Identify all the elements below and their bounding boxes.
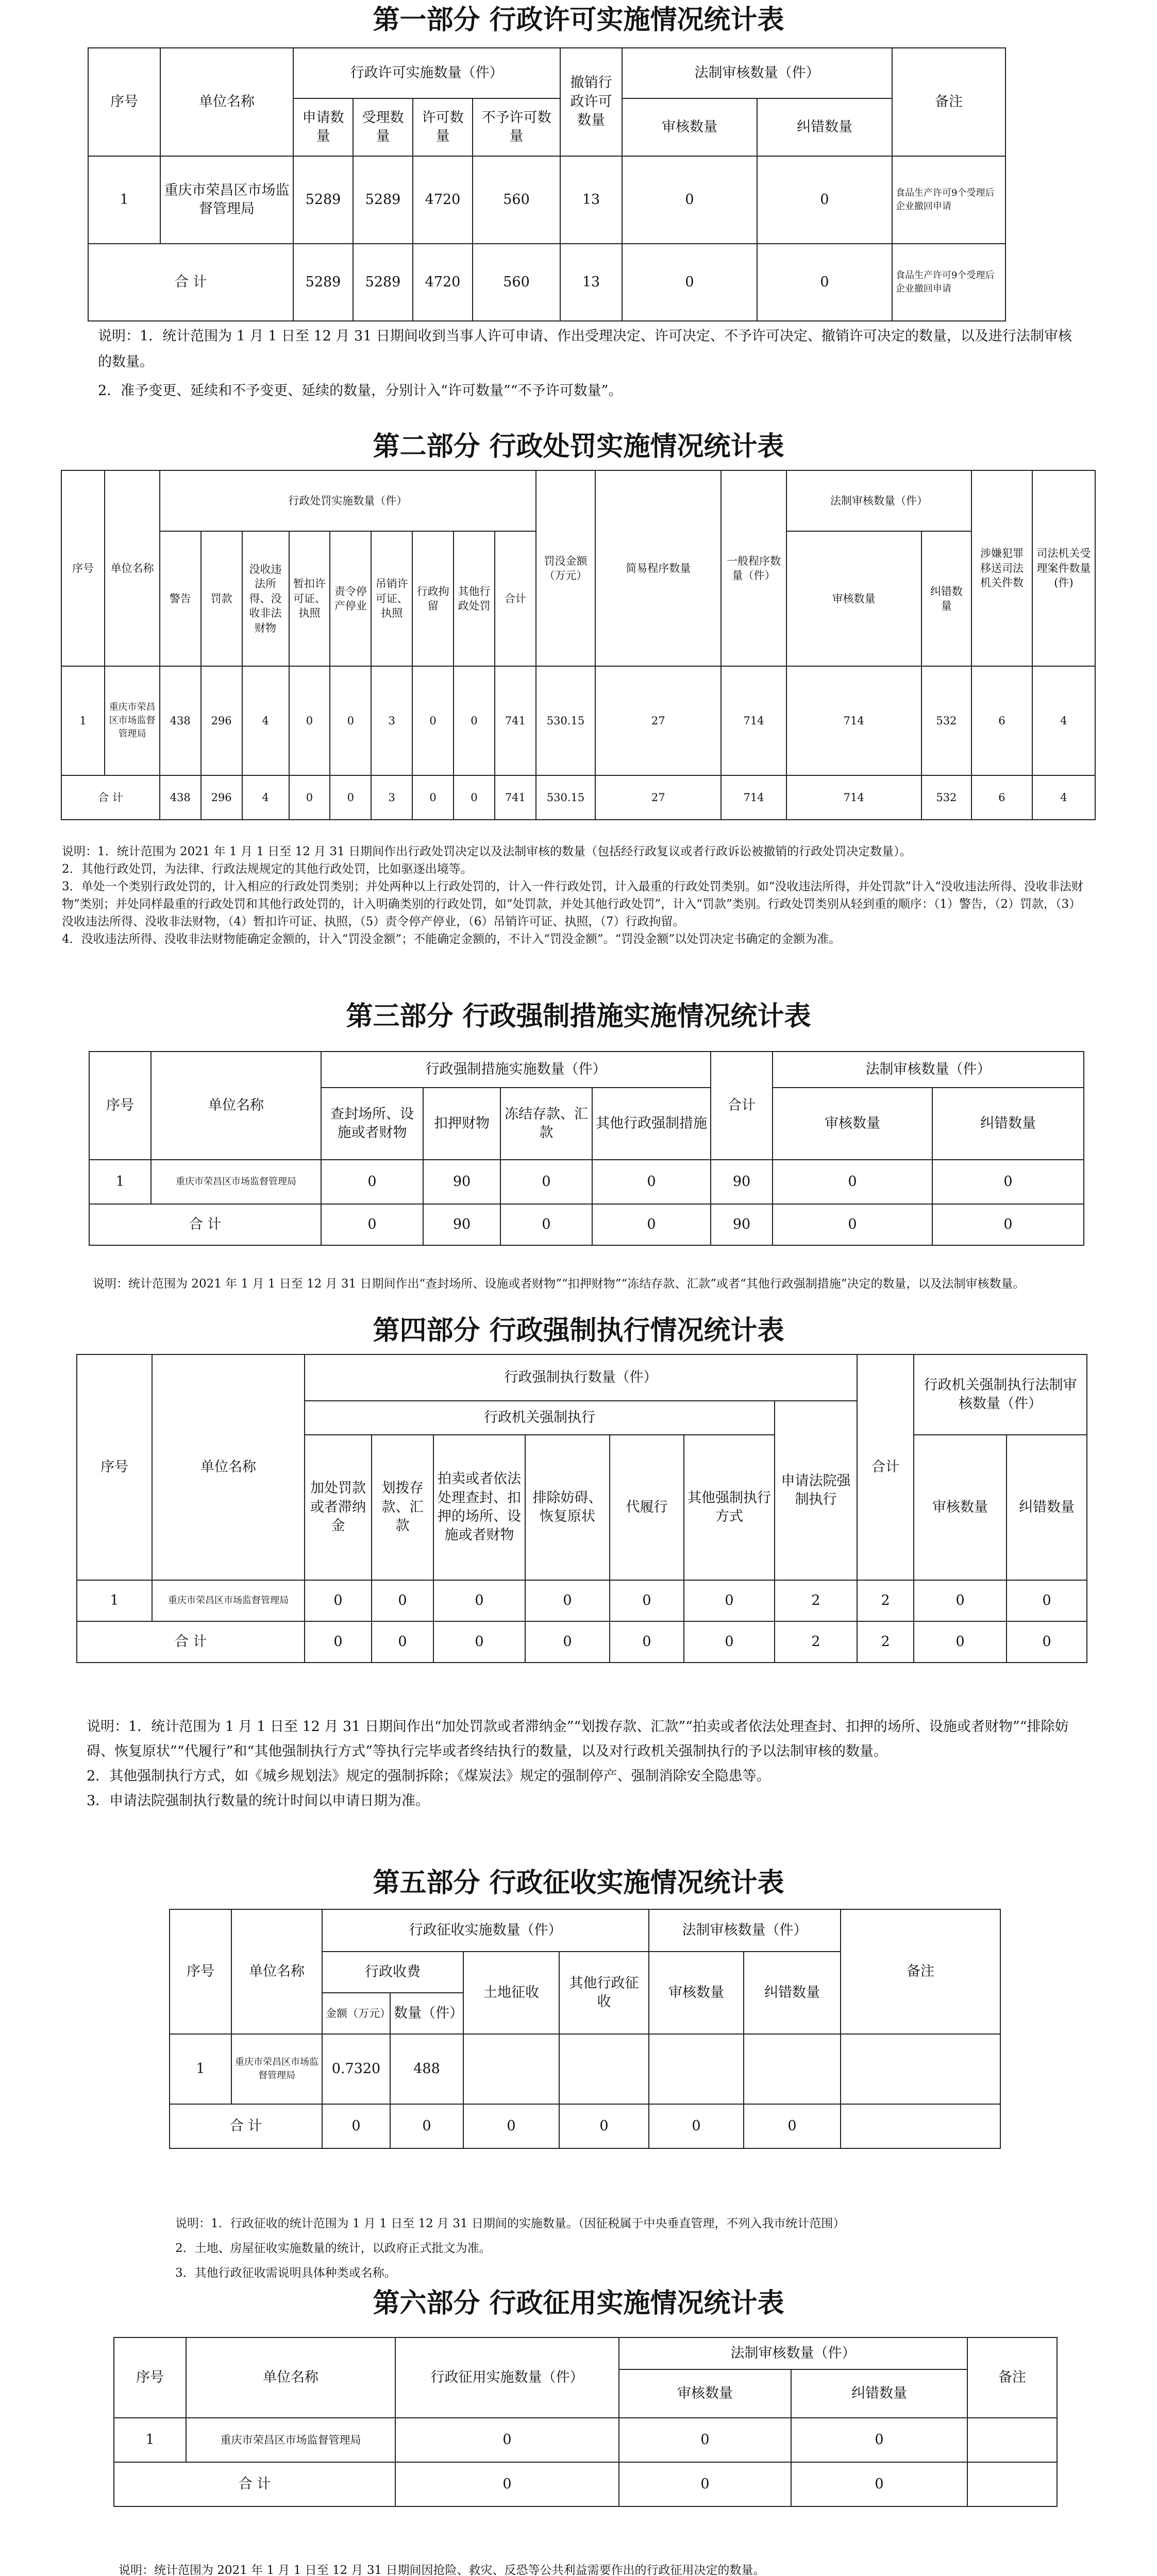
penalty-notes xyxy=(62,843,1093,948)
col-group-review: 法制审核数量（件） xyxy=(622,48,892,98)
col-header-proxy: 代履行 xyxy=(610,1435,684,1580)
col-header-accept: 受理数量 xyxy=(353,98,413,156)
col-header-impl: 行政征用实施数量（件） xyxy=(395,2337,619,2418)
cell-other xyxy=(559,2034,649,2104)
cell-review: 0 xyxy=(914,1621,1007,1663)
cell-correct: 0 xyxy=(932,1204,1084,1245)
cell-crime: 6 xyxy=(971,775,1032,820)
col-header-deny: 不予许可数量 xyxy=(473,98,560,156)
cell-general: 714 xyxy=(721,775,786,820)
cell-correct: 0 xyxy=(757,156,892,244)
cell-remark: 食品生产许可9个受理后企业撤回申请 xyxy=(892,244,1005,321)
cell-permit: 4720 xyxy=(413,156,473,244)
col-header-simple: 简易程序数量 xyxy=(595,470,721,666)
cell-review: 714 xyxy=(786,666,921,775)
note-line: 3．其他行政征收需说明具体种类或名称。 xyxy=(175,2266,396,2280)
cell-other: 0 xyxy=(559,2104,649,2148)
col-header-permit: 许可数量 xyxy=(413,98,473,156)
col-header-no: 序号 xyxy=(61,470,105,666)
col-header-unit: 单位名称 xyxy=(151,1052,321,1160)
note-line: 2．其他行政处罚，为法律、行政法规规定的其他行政处罚，比如驱逐出境等。 xyxy=(62,862,473,876)
col-header-unit: 单位名称 xyxy=(105,470,160,666)
compulsory-measures-table xyxy=(89,1051,1084,1246)
permit-notes xyxy=(98,324,1077,404)
col-header-review: 审核数量 xyxy=(619,2369,791,2418)
col-header-cancel: 吊销许可证、执照 xyxy=(371,531,412,666)
col-header-apply: 申请数量 xyxy=(293,98,353,156)
col-header-other: 其他行政征收 xyxy=(559,1952,649,2034)
cell-review: 0 xyxy=(622,244,757,321)
cell-proxy: 0 xyxy=(610,1580,684,1621)
cell-money: 0.7320 xyxy=(322,2034,390,2104)
cell-unit: 重庆市荣昌区市场监督管理局 xyxy=(151,1160,321,1204)
cell-unit: 重庆市荣昌区市场监督管理局 xyxy=(105,666,160,775)
cell-fine: 296 xyxy=(201,775,242,820)
cell-apply: 5289 xyxy=(293,244,353,321)
cell-fine: 296 xyxy=(201,666,242,775)
col-group-penalty: 行政处罚实施数量（件） xyxy=(160,470,536,531)
col-header-correct: 纠错数量 xyxy=(932,1088,1084,1160)
cell-crime: 6 xyxy=(971,666,1032,775)
cell-no: 1 xyxy=(114,2418,186,2462)
cell-confiscate: 4 xyxy=(242,666,289,775)
col-header-correct: 纠错数量 xyxy=(757,98,892,156)
cell-stop: 0 xyxy=(330,666,371,775)
cell-land xyxy=(463,2034,559,2104)
col-header-auction: 拍卖或者依法处理查封、扣押的场所、设施或者财物 xyxy=(433,1435,525,1580)
col-group-organ: 行政机关强制执行 xyxy=(305,1401,775,1435)
col-header-general: 一般程序数量（件） xyxy=(721,470,786,666)
cell-transfer: 0 xyxy=(372,1580,433,1621)
cell-amount: 530.15 xyxy=(536,775,595,820)
total-label: 合 计 xyxy=(89,1204,321,1245)
cell-review: 714 xyxy=(786,775,921,820)
note-line: 说明：1．统计范围为 1 月 1 日至 12 月 31 日期间收到当事人许可申请、作出受理决定、许可决定、不予许可决定、撤销许可决定的数量，以及进行法制审核的数量。 xyxy=(98,328,1072,370)
compulsory-measures-notes xyxy=(93,1273,1062,1295)
cell-sum: 741 xyxy=(495,666,536,775)
cell-judicial: 4 xyxy=(1032,775,1095,820)
cell-no: 1 xyxy=(61,666,105,775)
col-header-revoke: 撤销行政许可数量 xyxy=(560,48,622,156)
col-group-fee: 行政收费 xyxy=(322,1952,463,1993)
cell-deny: 560 xyxy=(473,156,560,244)
col-header-suspend: 暂扣许可证、执照 xyxy=(289,531,330,666)
col-header-count: 数量（件） xyxy=(390,1993,463,2034)
col-header-review: 审核数量 xyxy=(786,531,921,666)
cell-seal: 0 xyxy=(321,1204,423,1245)
cell-impl: 0 xyxy=(395,2418,619,2462)
col-group-enforcement: 行政强制执行数量（件） xyxy=(305,1354,857,1401)
cell-sum: 90 xyxy=(711,1160,773,1204)
cell-impl: 0 xyxy=(395,2462,619,2506)
cell-correct: 0 xyxy=(1007,1580,1087,1621)
section-title-levy: 第五部分 行政征收实施情况统计表 xyxy=(373,1867,784,1899)
col-header-review: 审核数量 xyxy=(622,98,757,156)
cell-other: 0 xyxy=(592,1204,711,1245)
note-line: 说明：1．行政征收的统计范围为 1 月 1 日至 12 月 31 日期间的实施数量。（因征税属于中央垂直管理，不列入我市统计范围） xyxy=(175,2217,845,2230)
section-title-requisition: 第六部分 行政征用实施情况统计表 xyxy=(373,2287,784,2319)
col-header-transfer: 划拨存款、汇款 xyxy=(372,1435,433,1580)
cell-review: 0 xyxy=(649,2104,744,2148)
col-header-correct: 纠错数量 xyxy=(1007,1435,1087,1580)
cell-unit: 重庆市荣昌区市场监督管理局 xyxy=(152,1580,305,1621)
table-row xyxy=(89,1160,1084,1204)
col-header-unit: 单位名称 xyxy=(231,1909,322,2034)
cell-count: 488 xyxy=(390,2034,463,2104)
cell-accept: 5289 xyxy=(353,156,413,244)
note-line: 4．没收违法所得、没收非法财物能确定金额的，计入“罚没金额”；不能确定金额的，不计入“罚没金额”。“罚没金额”以处罚决定书确定的金额为准。 xyxy=(62,933,841,946)
table-row xyxy=(88,156,1005,244)
col-header-remark: 备注 xyxy=(967,2337,1057,2418)
cell-unit: 重庆市荣昌区市场监督管理局 xyxy=(231,2034,322,2104)
cell-sum: 90 xyxy=(711,1204,773,1245)
col-group-review: 行政机关强制执行法制审核数量（件） xyxy=(914,1354,1087,1435)
col-group-review: 法制审核数量（件） xyxy=(619,2337,967,2369)
cell-unit: 重庆市荣昌区市场监督管理局 xyxy=(160,156,293,244)
cell-other: 0 xyxy=(684,1621,775,1663)
col-header-freeze: 冻结存款、汇款 xyxy=(500,1088,592,1160)
cell-freeze: 0 xyxy=(500,1160,592,1204)
cell-revoke: 13 xyxy=(560,244,622,321)
col-header-review: 审核数量 xyxy=(914,1435,1007,1580)
col-header-warn: 警告 xyxy=(160,531,201,666)
cell-deny: 560 xyxy=(473,244,560,321)
cell-amount: 530.15 xyxy=(536,666,595,775)
section-title-permit: 第一部分 行政许可实施情况统计表 xyxy=(373,4,784,36)
col-header-seize: 扣押财物 xyxy=(423,1088,500,1160)
requisition-table xyxy=(113,2337,1058,2507)
note-line: 3．单处一个类别行政处罚的，计入相应的行政处罚类别；并处两种以上行政处罚的，计入一件行政处罚，计入最重的行政处罚类别。如“没收违法所得，并处罚款”计入“没收违法所得、没收非法财物”类别；并处同样最重的行政处罚和其他行政处罚的，计入明确类别的行政处罚，如“处罚款，并处其他行政处罚”，计入“罚款”类别。行政处罚类别从轻到重的顺序：（1）警告，（2）罚款，（3）没收违法所得、没收非法财物，（4）暂扣许可证、执照，（5）责令停产停业，（6）吊销许可证、执照，（7）行政拘留。 xyxy=(62,880,1083,928)
col-group-measures: 行政强制措施实施数量（件） xyxy=(321,1052,711,1088)
cell-cancel: 3 xyxy=(371,666,412,775)
cell-proxy: 0 xyxy=(610,1621,684,1663)
cell-no: 1 xyxy=(88,156,160,244)
cell-review xyxy=(649,2034,744,2104)
col-header-fine: 罚款 xyxy=(201,531,242,666)
cell-sum: 2 xyxy=(857,1580,914,1621)
col-group-review: 法制审核数量（件） xyxy=(649,1909,841,1952)
col-header-other: 其他强制执行方式 xyxy=(684,1435,775,1580)
cell-court: 2 xyxy=(775,1580,857,1621)
cell-remove: 0 xyxy=(525,1580,610,1621)
col-header-amount: 罚没金额（万元） xyxy=(536,470,595,666)
col-header-stop: 责令停产停业 xyxy=(330,531,371,666)
cell-other: 0 xyxy=(454,666,495,775)
total-row xyxy=(88,244,1005,321)
cell-seal: 0 xyxy=(321,1160,423,1204)
col-header-remark: 备注 xyxy=(841,1909,1000,2034)
table-row xyxy=(61,666,1095,775)
col-header-unit: 单位名称 xyxy=(152,1354,305,1580)
cell-stop: 0 xyxy=(330,775,371,820)
cell-review: 0 xyxy=(914,1580,1007,1621)
col-header-other: 其他行政处罚 xyxy=(454,531,495,666)
col-header-correct: 纠错数量 xyxy=(744,1952,841,2034)
col-header-unit: 单位名称 xyxy=(186,2337,395,2418)
cell-other: 0 xyxy=(592,1160,711,1204)
col-header-penalty: 加处罚款或者滞纳金 xyxy=(305,1435,372,1580)
cell-no: 1 xyxy=(170,2034,231,2104)
col-header-unit: 单位名称 xyxy=(160,48,293,156)
col-header-money: 金额（万元） xyxy=(322,1993,390,2034)
cell-correct: 532 xyxy=(921,666,972,775)
cell-confiscate: 4 xyxy=(242,775,289,820)
total-label: 合 计 xyxy=(114,2462,395,2506)
col-header-seal: 查封场所、设施或者财物 xyxy=(321,1088,423,1160)
note-line: 3．申请法院强制执行数量的统计时间以申请日期为准。 xyxy=(87,1793,430,1809)
cell-permit: 4720 xyxy=(413,244,473,321)
col-header-no: 序号 xyxy=(170,1909,231,2034)
cell-correct xyxy=(744,2034,841,2104)
total-row xyxy=(114,2462,1057,2506)
cell-suspend: 0 xyxy=(289,666,330,775)
cell-auction: 0 xyxy=(433,1580,525,1621)
cell-correct: 0 xyxy=(932,1160,1084,1204)
cell-simple: 27 xyxy=(595,666,721,775)
cell-land: 0 xyxy=(463,2104,559,2148)
cell-remark xyxy=(967,2462,1057,2506)
total-label: 合 计 xyxy=(77,1621,305,1663)
cell-correct: 0 xyxy=(744,2104,841,2148)
cell-detain: 0 xyxy=(412,775,454,820)
col-header-land: 土地征收 xyxy=(463,1952,559,2034)
col-group-permit: 行政许可实施数量（件） xyxy=(293,48,560,98)
cell-warn: 438 xyxy=(160,775,201,820)
section-title-penalty: 第二部分 行政处罚实施情况统计表 xyxy=(373,431,784,462)
col-header-sum: 合计 xyxy=(495,531,536,666)
levy-notes xyxy=(175,2211,1082,2285)
col-header-other: 其他行政强制措施 xyxy=(592,1088,711,1160)
cell-penalty: 0 xyxy=(305,1580,372,1621)
cell-other: 0 xyxy=(454,775,495,820)
cell-auction: 0 xyxy=(433,1621,525,1663)
cell-remark: 食品生产许可9个受理后企业撤回申请 xyxy=(892,156,1005,244)
total-row xyxy=(170,2104,1000,2148)
cell-remark xyxy=(841,2034,1000,2104)
enforcement-notes xyxy=(87,1715,1076,1814)
levy-table xyxy=(169,1909,1001,2149)
cell-correct: 0 xyxy=(1007,1621,1087,1663)
col-group-review: 法制审核数量（件） xyxy=(773,1052,1084,1088)
cell-warn: 438 xyxy=(160,666,201,775)
note-line: 2．其他强制执行方式，如《城乡规划法》规定的强制拆除；《煤炭法》规定的强制停产、强制消除安全隐患等。 xyxy=(87,1768,770,1784)
col-group-review: 法制审核数量（件） xyxy=(786,470,971,531)
cell-cancel: 3 xyxy=(371,775,412,820)
table-row xyxy=(114,2418,1057,2462)
col-header-judicial: 司法机关受理案件数量(件) xyxy=(1032,470,1095,666)
col-header-confiscate: 没收违法所得、没收非法财物 xyxy=(242,531,289,666)
cell-sum: 2 xyxy=(857,1621,914,1663)
col-header-remark: 备注 xyxy=(892,48,1005,156)
col-header-correct: 纠错数量 xyxy=(921,531,972,666)
cell-review: 0 xyxy=(619,2418,791,2462)
col-header-review: 审核数量 xyxy=(773,1088,932,1160)
cell-correct: 532 xyxy=(921,775,972,820)
col-header-no: 序号 xyxy=(88,48,160,156)
cell-count: 0 xyxy=(390,2104,463,2148)
cell-revoke: 13 xyxy=(560,156,622,244)
cell-freeze: 0 xyxy=(500,1204,592,1245)
col-header-sum: 合计 xyxy=(857,1354,914,1580)
col-header-court: 申请法院强制执行 xyxy=(775,1401,857,1580)
col-header-review: 审核数量 xyxy=(649,1952,744,2034)
col-header-correct: 纠错数量 xyxy=(791,2369,967,2418)
cell-seize: 90 xyxy=(423,1204,500,1245)
cell-unit: 重庆市荣昌区市场监督管理局 xyxy=(186,2418,395,2462)
total-label: 合 计 xyxy=(170,2104,322,2148)
cell-no: 1 xyxy=(77,1580,152,1621)
cell-review: 0 xyxy=(773,1204,932,1245)
col-header-no: 序号 xyxy=(114,2337,186,2418)
cell-seize: 90 xyxy=(423,1160,500,1204)
cell-simple: 27 xyxy=(595,775,721,820)
cell-court: 2 xyxy=(775,1621,857,1663)
cell-penalty: 0 xyxy=(305,1621,372,1663)
cell-review: 0 xyxy=(622,156,757,244)
cell-judicial: 4 xyxy=(1032,666,1095,775)
cell-review: 0 xyxy=(773,1160,932,1204)
cell-remove: 0 xyxy=(525,1621,610,1663)
cell-review: 0 xyxy=(619,2462,791,2506)
col-group-levy: 行政征收实施数量（件） xyxy=(322,1909,649,1952)
permit-table xyxy=(88,47,1006,321)
cell-sum: 741 xyxy=(495,775,536,820)
col-header-no: 序号 xyxy=(77,1354,152,1580)
table-row xyxy=(77,1580,1087,1621)
cell-correct: 0 xyxy=(791,2462,967,2506)
total-row xyxy=(77,1621,1087,1663)
cell-other: 0 xyxy=(684,1580,775,1621)
requisition-notes xyxy=(119,2562,1098,2576)
cell-remark xyxy=(967,2418,1057,2462)
cell-remark xyxy=(841,2104,1000,2148)
col-header-no: 序号 xyxy=(89,1052,151,1160)
cell-transfer: 0 xyxy=(372,1621,433,1663)
cell-accept: 5289 xyxy=(353,244,413,321)
cell-suspend: 0 xyxy=(289,775,330,820)
cell-detain: 0 xyxy=(412,666,454,775)
total-row xyxy=(89,1204,1084,1245)
note-line: 2．土地、房屋征收实施数量的统计，以政府正式批文为准。 xyxy=(175,2242,491,2255)
cell-correct: 0 xyxy=(757,244,892,321)
note-line: 说明：统计范围为 2021 年 1 月 1 日至 12 月 31 日期间因抢险、救灾、反恐等公共利益需要作出的行政征用决定的数量。 xyxy=(119,2564,765,2576)
total-label: 合 计 xyxy=(88,244,293,321)
col-header-crime: 涉嫌犯罪移送司法机关件数 xyxy=(971,470,1032,666)
section-title-enforcement: 第四部分 行政强制执行情况统计表 xyxy=(373,1315,784,1346)
col-header-remove: 排除妨碍、恢复原状 xyxy=(525,1435,610,1580)
total-row xyxy=(61,775,1095,820)
penalty-table xyxy=(61,470,1096,820)
note-line: 说明：统计范围为 2021 年 1 月 1 日至 12 月 31 日期间作出“查封场所、设施或者财物”“扣押财物”“冻结存款、汇款”或者“其他行政强制措施”决定的数量，以及法制审核数量。 xyxy=(93,1277,1025,1291)
col-header-sum: 合计 xyxy=(711,1052,773,1160)
table-row xyxy=(170,2034,1000,2104)
enforcement-table xyxy=(76,1354,1087,1663)
cell-correct: 0 xyxy=(791,2418,967,2462)
cell-general: 714 xyxy=(721,666,786,775)
note-line: 说明：1．统计范围为 1 月 1 日至 12 月 31 日期间作出“加处罚款或者滞纳金”“划拨存款、汇款”“拍卖或者依法处理查封、扣押的场所、设施或者财物”“排除妨碍、恢复原状”“代履行”和“其他强制执行方式”等执行完毕或者终结执行的数量，以及对行政机关强制执行的予以法制审核的数量。 xyxy=(87,1719,1069,1759)
cell-apply: 5289 xyxy=(293,156,353,244)
note-line: 说明：1．统计范围为 2021 年 1 月 1 日至 12 月 31 日期间作出行政处罚决定以及法制审核的数量（包括经行政复议或者行政诉讼被撤销的行政处罚决定数量）。 xyxy=(62,845,912,858)
cell-no: 1 xyxy=(89,1160,151,1204)
note-line: 2．准予变更、延续和不予变更、延续的数量，分别计入“许可数量”“不予许可数量”。 xyxy=(98,383,623,399)
cell-money: 0 xyxy=(322,2104,390,2148)
col-header-detain: 行政拘留 xyxy=(412,531,454,666)
total-label: 合 计 xyxy=(61,775,160,820)
section-title-compulsory-measures: 第三部分 行政强制措施实施情况统计表 xyxy=(346,1001,811,1032)
